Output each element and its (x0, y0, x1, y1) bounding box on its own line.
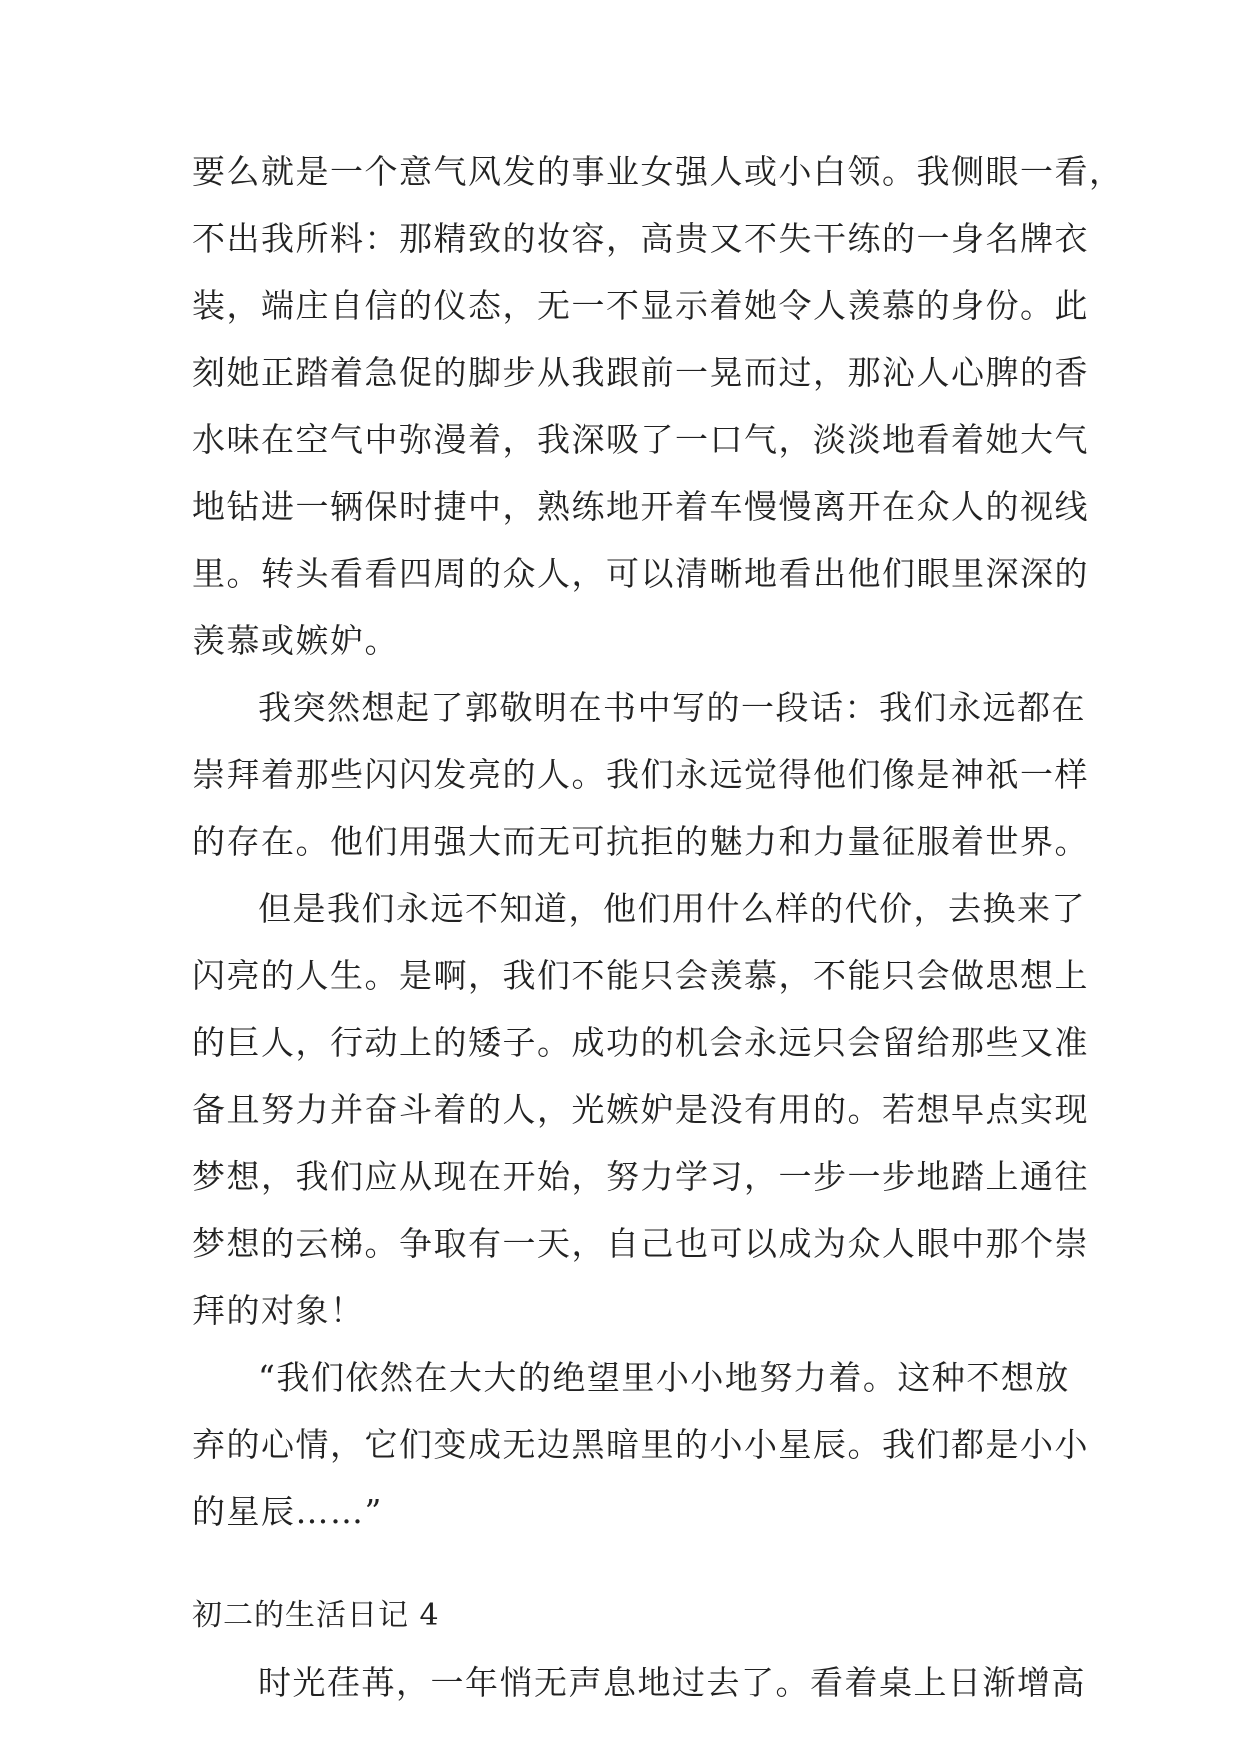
paragraph-line: 的存在。他们用强大而无可抗拒的魅力和力量征服着世界。 (192, 822, 1089, 861)
paragraph-line: 地钻进一辆保时捷中，熟练地开着车慢慢离开在众人的视线 (192, 487, 1089, 526)
section-title: 初二的生活日记 4 (192, 1598, 440, 1633)
paragraph-line: 要么就是一个意气风发的事业女强人或小白领。我侧眼一看， (192, 152, 1124, 191)
paragraph-line: 不出我所料：那精致的妆容，高贵又不失干练的一身名牌衣 (192, 219, 1089, 258)
paragraph-line: “我们依然在大大的绝望里小小地努力着。这种不想放 (258, 1358, 1070, 1397)
paragraph-line: 我突然想起了郭敬明在书中写的一段话：我们永远都在 (258, 688, 1086, 727)
paragraph-line: 的星辰……” (192, 1492, 383, 1531)
paragraph-line: 水味在空气中弥漫着，我深吸了一口气，淡淡地看着她大气 (192, 420, 1089, 459)
paragraph-line: 里。转头看看四周的众人，可以清晰地看出他们眼里深深的 (192, 554, 1089, 593)
paragraph-line: 刻她正踏着急促的脚步从我跟前一晃而过，那沁人心脾的香 (192, 353, 1089, 392)
paragraph-line: 时光荏苒，一年悄无声息地过去了。看着桌上日渐增高 (258, 1663, 1086, 1702)
paragraph-line: 羡慕或嫉妒。 (192, 621, 399, 660)
paragraph-line: 梦想的云梯。争取有一天，自己也可以成为众人眼中那个崇 (192, 1224, 1089, 1263)
paragraph-line: 装，端庄自信的仪态，无一不显示着她令人羡慕的身份。此 (192, 286, 1089, 325)
paragraph-line: 但是我们永远不知道，他们用什么样的代价，去换来了 (258, 889, 1086, 928)
paragraph-line: 的巨人，行动上的矮子。成功的机会永远只会留给那些又准 (192, 1023, 1089, 1062)
paragraph-line: 闪亮的人生。是啊，我们不能只会羡慕，不能只会做思想上 (192, 956, 1089, 995)
paragraph-line: 梦想，我们应从现在开始，努力学习，一步一步地踏上通往 (192, 1157, 1089, 1196)
paragraph-line: 弃的心情，它们变成无边黑暗里的小小星辰。我们都是小小 (192, 1425, 1089, 1464)
paragraph-line: 拜的对象！ (192, 1291, 365, 1330)
paragraph-line: 备且努力并奋斗着的人，光嫉妒是没有用的。若想早点实现 (192, 1090, 1089, 1129)
paragraph-line: 崇拜着那些闪闪发亮的人。我们永远觉得他们像是神祇一样 (192, 755, 1089, 794)
